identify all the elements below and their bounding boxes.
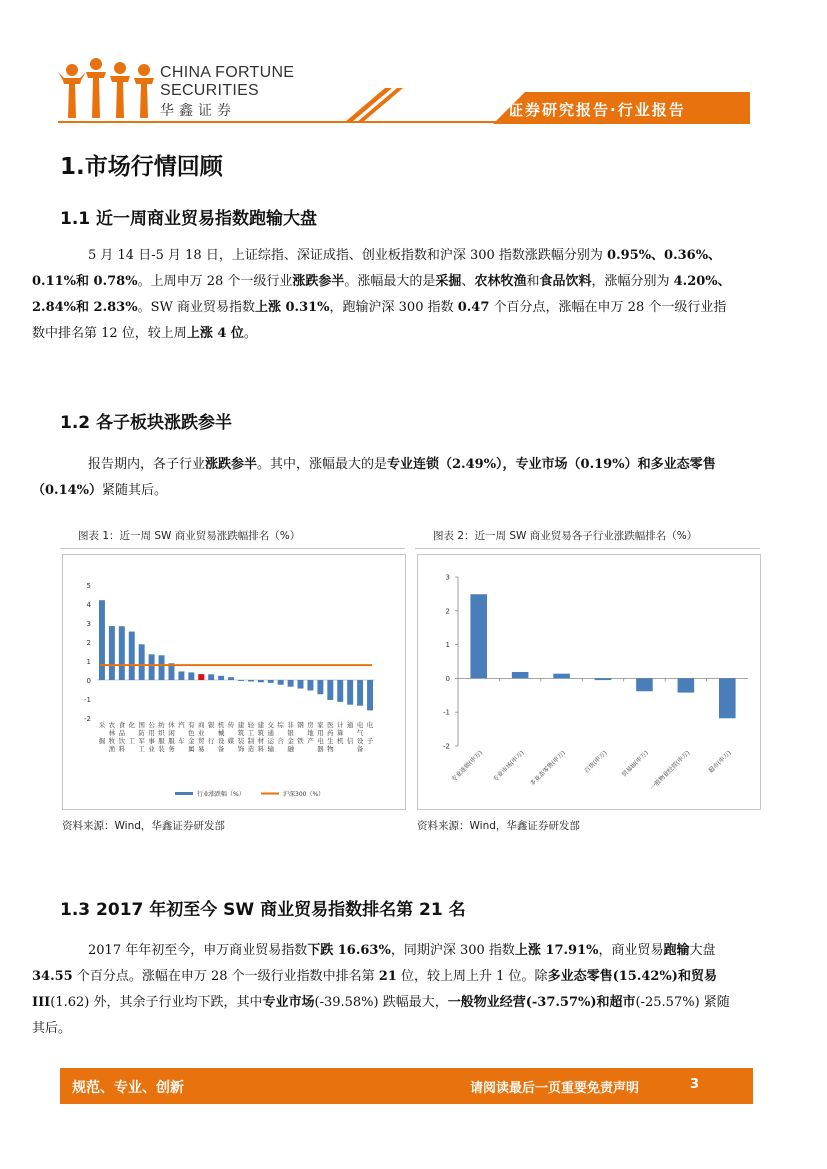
y-tick-label: 0 [445, 674, 450, 683]
bar [512, 672, 529, 678]
bar [553, 674, 570, 679]
x-tick-label: 有 [188, 721, 195, 729]
y-tick-label: 2 [445, 607, 450, 616]
section-1-3-title: 1.3 2017 年初至今 SW 商业贸易指数排名第 21 名 [60, 900, 466, 920]
x-tick-label: 筑 [257, 729, 265, 737]
bar [278, 680, 284, 685]
x-tick-label: 通 [346, 721, 354, 729]
x-tick-label: 备 [356, 745, 364, 753]
bar [678, 678, 695, 692]
x-tick-label: 服 [158, 737, 165, 745]
page-number: 3 [690, 1077, 700, 1092]
x-tick-label: 采 [98, 721, 106, 729]
x-tick-label: 业 [148, 745, 155, 753]
x-tick-label: 产 [307, 737, 314, 745]
y-tick-label: -1 [84, 696, 91, 704]
bar [317, 680, 323, 694]
x-tick-label: 金 [188, 737, 195, 745]
section-1-3-paragraph: 2017 年年初至今，申万商业贸易指数下跌 16.63%，同期沪深 300 指数上涨 17.91%，商业贸易跑输大盘34.55 个百分点。涨幅在申万 28 个一级行业指数中排名第 21 位，较上周上升 1 位。除多业态零售(15.42%)和贸易 III(1.62) 外，其余子行业均下跌，其中专业市场(-39.58%) 跌幅最大，一般物业经营(-37.57%)和超市(-25.57%) 紧随其后。 [32, 943, 730, 1036]
bar [258, 680, 264, 682]
y-tick-label: 0 [86, 677, 91, 685]
x-tick-label: 械 [217, 729, 225, 737]
bar [119, 626, 125, 680]
x-tick-label: 饮 [118, 737, 126, 745]
x-tick-label: 传 [227, 721, 235, 729]
bar [595, 678, 612, 680]
x-tick-label: 料 [118, 745, 126, 753]
x-tick-label: 金 [287, 737, 294, 745]
legend-label-hs300: 沪深300（%） [283, 791, 325, 798]
footer-disclaimer-link[interactable]: 请阅读最后一页重要免责声明 [470, 1081, 640, 1096]
x-tick-label: 银 [287, 729, 294, 737]
x-tick-label: 化 [128, 721, 135, 729]
figure-1-caption-rule [60, 548, 405, 549]
x-tick-label: 公 [148, 721, 155, 729]
x-tick-label: 筑 [237, 729, 245, 737]
figure-2-caption-rule [415, 548, 760, 549]
y-tick-label: 2 [86, 639, 91, 647]
x-tick-label: 计 [337, 721, 344, 729]
x-tick-label: 机 [217, 721, 225, 729]
x-tick-label: 铁 [297, 737, 304, 745]
x-tick-label: 工 [138, 745, 145, 753]
company-logo-figures [58, 58, 156, 124]
x-tick-label: 造 [247, 745, 255, 753]
x-tick-label: 制 [247, 737, 255, 745]
bar [248, 680, 254, 682]
x-tick-label: 生 [327, 737, 334, 745]
x-tick-label: 气 [356, 729, 364, 737]
sub-industry-ranking-chart [418, 555, 760, 809]
x-tick-label: 事 [148, 737, 155, 745]
bar [228, 677, 234, 680]
x-tick-label: 织 [158, 729, 165, 737]
x-tick-label: 掘 [98, 737, 106, 745]
x-tick-label: 算 [337, 729, 344, 737]
x-tick-label: 用 [317, 729, 324, 737]
x-tick-label: 子 [366, 737, 374, 745]
x-tick-label: 备 [217, 745, 225, 753]
x-tick-label: 一般物业经营(申万) [649, 749, 692, 792]
x-tick-label: 输 [267, 745, 274, 753]
bar [129, 632, 135, 680]
x-tick-label: 机 [337, 737, 344, 745]
section-1-2-title: 1.2 各子板块涨跌参半 [60, 413, 233, 433]
x-tick-label: 材 [257, 737, 265, 745]
x-tick-label: 药 [327, 729, 334, 737]
y-tick-label: 3 [445, 573, 450, 582]
bar [109, 626, 115, 680]
x-tick-label: 国 [138, 721, 145, 729]
x-tick-label: 合 [277, 737, 284, 745]
y-tick-label: 1 [445, 641, 450, 650]
x-tick-label: 物 [327, 745, 334, 753]
bar [188, 672, 194, 680]
bar [198, 674, 204, 680]
x-tick-label: 医 [327, 721, 334, 729]
x-tick-label: 电 [356, 721, 364, 729]
x-tick-label: 服 [168, 737, 175, 745]
bar [636, 678, 653, 691]
section-1-1-paragraph: 5 月 14 日-5 月 18 日，上证综指、深证成指、创业板指数和沪深 300 指数涨跌幅分别为 0.95%、0.36%、0.11%和 0.78%。上周申万 28 个一级行业涨跌参半。涨幅最大的是采掘、农林牧渔和食品饮料，涨幅分别为 4.20%、2.84%和 2.83%。SW 商业贸易指数上涨 0.31%，跑输沪深 300 指数 0.47 个百分点，涨幅在申万 28 个一级行业指数中排名第 12 位，较上周上涨 4 位。 [32, 248, 731, 341]
x-tick-label: 银 [207, 721, 215, 729]
x-tick-label: 闲 [168, 729, 175, 737]
x-tick-label: 器 [317, 745, 324, 753]
report-type-title: 证券研究报告·行业报告 [508, 101, 686, 119]
legend-label-industry: 行业涨跌幅（%） [197, 791, 245, 798]
logo-chinese-name: 华鑫证券 [160, 103, 236, 119]
bar [178, 671, 184, 680]
x-tick-label: 料 [257, 745, 265, 753]
figure-2-source: 资料来源：Wind，华鑫证券研发部 [417, 820, 580, 832]
bar [139, 644, 145, 680]
logo-english-name: CHINA FORTUNE SECURITIES [160, 64, 295, 99]
x-tick-label: 地 [307, 729, 314, 737]
x-tick-label: 钢 [297, 721, 304, 729]
bar [238, 680, 244, 681]
x-tick-label: 融 [287, 745, 294, 753]
x-tick-label: 建 [237, 721, 245, 729]
bar [347, 680, 353, 705]
x-tick-label: 建 [257, 721, 265, 729]
footer-slogan: 规范、专业、创新 [72, 1080, 184, 1096]
x-tick-label: 贸 [198, 737, 205, 745]
x-tick-label: 专业连锁(申万) [450, 749, 485, 784]
x-tick-label: 农 [108, 721, 116, 729]
x-tick-label: 休 [168, 721, 175, 729]
bar [307, 680, 313, 690]
x-tick-label: 饰 [237, 745, 245, 753]
x-tick-label: 用 [148, 729, 155, 737]
x-tick-label: 设 [356, 737, 364, 745]
figure-1-caption: 图表 1：近一周 SW 商业贸易涨跌幅排名（%） [78, 530, 301, 542]
x-tick-label: 非 [287, 721, 294, 729]
x-tick-label: 百货(申万) [583, 749, 609, 775]
figure-1-chart [62, 554, 406, 810]
x-tick-label: 综 [277, 721, 284, 729]
x-tick-label: 行 [207, 737, 215, 745]
x-tick-label: 超市(申万) [707, 749, 733, 775]
bar [357, 680, 363, 706]
section-1-2-paragraph: 报告期内，各子行业涨跌参半。其中，涨幅最大的是专业连锁（2.49%），专业市场（0.19%）和多业态零售（0.14%）紧随其后。 [32, 457, 716, 498]
bar [99, 600, 105, 680]
x-tick-label: 电 [317, 737, 324, 745]
x-tick-label: 电 [366, 721, 374, 729]
x-tick-label: 房 [307, 721, 314, 729]
x-tick-label: 商 [198, 721, 205, 729]
x-tick-label: 设 [217, 737, 225, 745]
y-tick-label: 4 [86, 601, 91, 609]
x-tick-label: 装 [237, 737, 245, 745]
x-tick-label: 贸易III(申万) [620, 749, 650, 779]
legend-swatch-industry [175, 792, 193, 795]
x-tick-label: 色 [188, 729, 195, 737]
x-tick-label: 信 [346, 737, 354, 745]
section-1-title: 1.市场行情回顾 [60, 154, 223, 180]
bar [327, 680, 333, 700]
bar [367, 680, 373, 710]
y-tick-label: -2 [84, 715, 91, 723]
x-tick-label: 属 [188, 745, 195, 753]
x-tick-label: 易 [198, 745, 205, 753]
bar [149, 654, 155, 680]
bar [470, 594, 487, 678]
x-tick-label: 业 [198, 729, 205, 737]
x-tick-label: 工 [247, 729, 255, 737]
bar [288, 680, 294, 687]
x-tick-label: 汽 [178, 721, 185, 729]
bar [268, 680, 274, 683]
bar [159, 655, 165, 680]
bar [719, 678, 736, 718]
x-tick-label: 品 [118, 729, 126, 737]
x-tick-label: 军 [138, 737, 145, 745]
x-tick-label: 运 [267, 737, 274, 745]
x-tick-label: 多业态零售(申万) [529, 749, 567, 788]
x-tick-label: 林 [108, 729, 116, 737]
x-tick-label: 防 [138, 729, 145, 737]
x-tick-label: 轻 [247, 721, 255, 729]
x-tick-label: 通 [267, 729, 274, 737]
y-tick-label: 1 [86, 658, 91, 666]
x-tick-label: 牧 [108, 737, 116, 745]
figure-1-source: 资料来源：Wind，华鑫证券研发部 [62, 820, 225, 832]
x-tick-label: 纺 [158, 721, 165, 729]
x-tick-label: 家 [317, 721, 324, 729]
x-tick-label: 渔 [108, 745, 116, 753]
x-tick-label: 装 [158, 745, 165, 753]
x-tick-label: 工 [128, 737, 135, 745]
x-tick-label: 务 [168, 745, 175, 753]
x-tick-label: 交 [267, 721, 274, 729]
x-tick-label: 专业市场(申万) [491, 749, 526, 784]
y-tick-label: 5 [86, 582, 91, 590]
bar [218, 676, 224, 680]
y-tick-label: -1 [443, 708, 450, 717]
y-tick-label: 3 [86, 620, 91, 628]
figure-2-chart [417, 554, 761, 810]
bar [337, 680, 343, 702]
industry-ranking-chart [63, 555, 405, 809]
section-1-1-title: 1.1 近一周商业贸易指数跑输大盘 [60, 209, 318, 229]
x-tick-label: 媒 [227, 737, 235, 745]
bar [208, 674, 214, 680]
figure-2-caption: 图表 2：近一周 SW 商业贸易各子行业涨跌幅排名（%） [433, 530, 698, 542]
bar [298, 680, 304, 689]
x-tick-label: 车 [178, 737, 185, 745]
y-tick-label: -2 [443, 742, 450, 751]
x-tick-label: 食 [118, 721, 126, 729]
